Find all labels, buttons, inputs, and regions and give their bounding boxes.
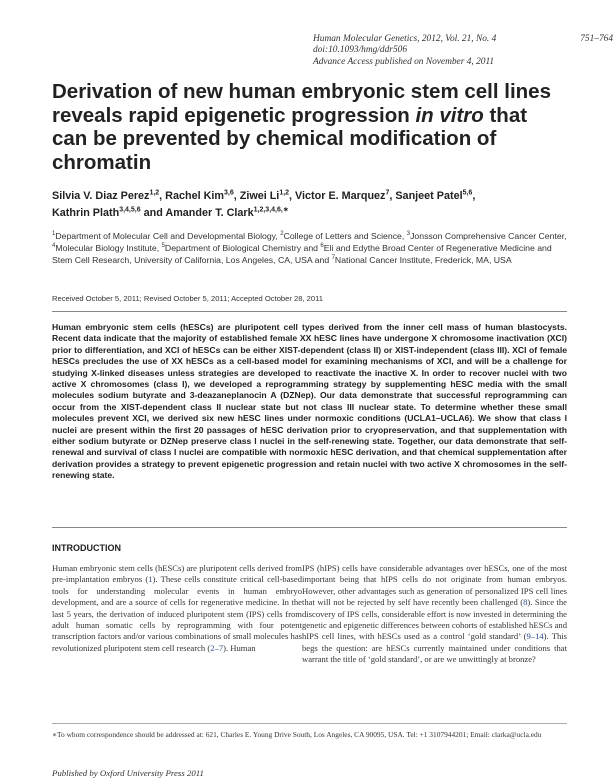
affil-num: 7 [331, 255, 335, 262]
body-text: ). Since the discovery of IPS cells, considerable effort is now invested in determining the genetic and epigenetic differences between cohorts of established hESCs and hIPS cell lines, with hESCs used as a control ‘gold standard’ ( [302, 597, 568, 642]
author-affil-sup: 1,2 [279, 189, 290, 197]
affil-num: 3 [406, 231, 411, 238]
journal-header [313, 34, 613, 68]
author-affil-sup: 1,2 [149, 189, 160, 197]
body-text: ). These cells constitute critical cell-based tools for understanding molecular events in human embryo development, and are a source of cells for regenerative medicine. In the last 5 years, the derivation of induced pluripotent stem (IPS) cells from adult human somatic cells by reprogramming with four potent transcription factors and/or various combinations of small molecules has revolutionized pluripotent stem cell research ( [52, 574, 302, 653]
author[interactable]: Sanjeet Patel [395, 190, 463, 202]
affil-num: 5 [161, 243, 165, 250]
affil-text: National Cancer Institute, Frederick, MA, USA [334, 255, 512, 265]
author-affil-sup: 5,6 [462, 189, 473, 197]
publisher-line: Published by Oxford University Press 2011 [52, 768, 204, 778]
author-affil-sup: 3,4,5,6 [119, 206, 141, 214]
advance-access: Advance Access published on November 4, 2011 [313, 56, 495, 67]
affil-num: 6 [320, 243, 324, 250]
author[interactable]: Amander T. Clark [165, 207, 254, 219]
author-affil-sup: 1,2,3,4,6,∗ [253, 206, 289, 214]
title-text-1: Derivation of new human embryonic stem cell lines reveals rapid epigenetic progression [52, 80, 551, 127]
affil-text: Department of Biological Chemistry and [164, 243, 321, 253]
citation-link[interactable]: 1 [148, 574, 153, 585]
affil-text: Department of Molecular Cell and Developmental Biology, [55, 231, 281, 241]
author[interactable]: Silvia V. Diaz Perez [52, 190, 150, 202]
author[interactable]: Victor E. Marquez [295, 190, 386, 202]
body-text: ). This begs the question: are hESCs currently maintained under conditions that warrant the title of ‘gold standard’, or are we unwittingly at bronze? [302, 631, 567, 665]
page-range: 751–764 [580, 34, 613, 44]
author[interactable]: Ziwei Li [239, 190, 280, 202]
affil-text: Jonsson Comprehensive Cancer Center, [410, 231, 567, 241]
divider [52, 311, 567, 312]
intro-column-right [302, 563, 567, 666]
body-text: ). Human [223, 642, 256, 653]
author-affil-sup: 7 [385, 189, 390, 197]
abstract: Human embryonic stem cells (hESCs) are pluripotent cell types derived from the inner cell mass of human blastocysts. Recent data indicate that the majority of established female XX hESC lines have undergone X chromosome inactivation (XCI) prior to differentiation, and XCI of hESCs can be either XIST-dependent (class II) or XIST-independent (class III). XCI of female hESCs precludes the use of XX hESCs as a cell-based model for examining mechanisms of XCI, and will be a challenge for studying X-linked diseases unless strategies are developed to reactivate the inactive X. In order to recover nuclei with two active X chromosomes (class I), we developed a reprogramming strategy by supplementing hESC media with the small molecules sodium butyrate and 3-deazaneplanocin A (DZNep). Our data demonstrate that successful reprogramming can occur from the XIST-dependent class II nuclear state but not class III nuclear state. To determine whether these small molecules prevent XCI, we derived six new hESC lines under normoxic conditions (UCLA1–UCLA6). We show that class I nuclei are present within the first 20 passages of hESC derivation prior to cryopreservation, and that supplementation with either sodium butyrate or DZNep preserve class I nuclei in the self-renewing state. Together, our data demonstrate that self-renewal and survival of class I nuclei are compatible with normoxic hESC derivation, and that chemical supplementation after derivation provides a strategy to prevent epigenetic progression and retain nuclei with two active X chromosomes in the self-renewing state. [52, 322, 567, 481]
intro-column-left [52, 563, 302, 654]
doi[interactable]: doi:10.1093/hmg/ddr506 [313, 45, 408, 56]
citation-link[interactable]: 9–14 [526, 631, 544, 642]
affil-num: 4 [52, 243, 56, 250]
title-italic: in vitro [415, 103, 484, 127]
affil-num: 2 [280, 231, 284, 238]
affil-text: Eli and Edythe Broad Center of Regenerative Medicine and Stem Cell Research, University of California, Los Angeles, CA, USA and [52, 243, 552, 265]
affil-num: 1 [52, 231, 56, 238]
body-text: IPS (hIPS) cells have considerable advantages over hESCs, one of the most important being that hIPS cells do not originate from human embryos. However, other advantages such as generation of personalized IPS cell lines that will not be rejected by self have recently been challenged ( [302, 563, 567, 608]
author[interactable]: Rachel Kim [165, 190, 224, 202]
affiliations [52, 230, 567, 266]
affil-text: Molecular Biology Institute, [55, 243, 162, 253]
citation-link[interactable]: 2–7 [210, 642, 224, 653]
author-list: Silvia V. Diaz Perez$^{1,2}$, Rachel Kim$^{3,6}$, Ziwei Li$^{1,2}$, Victor E. Marquez$^7$, Sanjeet Patel$^{5,6}$, Kathrin Plath$^{3,4,5,6}$ and Amander T. Clark$^{1,2,3,4,6,∗}$ [52, 189, 476, 219]
journal-citation: Human Molecular Genetics, 2012, Vol. 21, No. 4 [313, 34, 497, 44]
footnote-divider [52, 723, 567, 724]
author-affil-sup: 3,6 [223, 189, 234, 197]
received-dates: Received October 5, 2011; Revised October 5, 2011; Accepted October 28, 2011 [52, 294, 324, 303]
correspondence-footnote: ∗To whom correspondence should be addressed at: 621, Charles E. Young Drive South, Los Angeles, CA 90095, USA. Tel: +1 3107944201; Email: clarka@ucla.edu [52, 730, 542, 739]
affil-text: College of Letters and Science, [283, 231, 407, 241]
title-text-2: that can be prevented by chemical modification of chromatin [52, 103, 528, 174]
citation-link[interactable]: 8 [523, 597, 528, 608]
article-title [52, 80, 567, 174]
body-text: Human embryonic stem cells (hESCs) are pluripotent cells derived from pre-implantation embryos ( [52, 563, 302, 585]
divider [52, 527, 567, 528]
author[interactable]: Kathrin Plath [52, 207, 120, 219]
section-heading: INTRODUCTION [52, 543, 121, 553]
